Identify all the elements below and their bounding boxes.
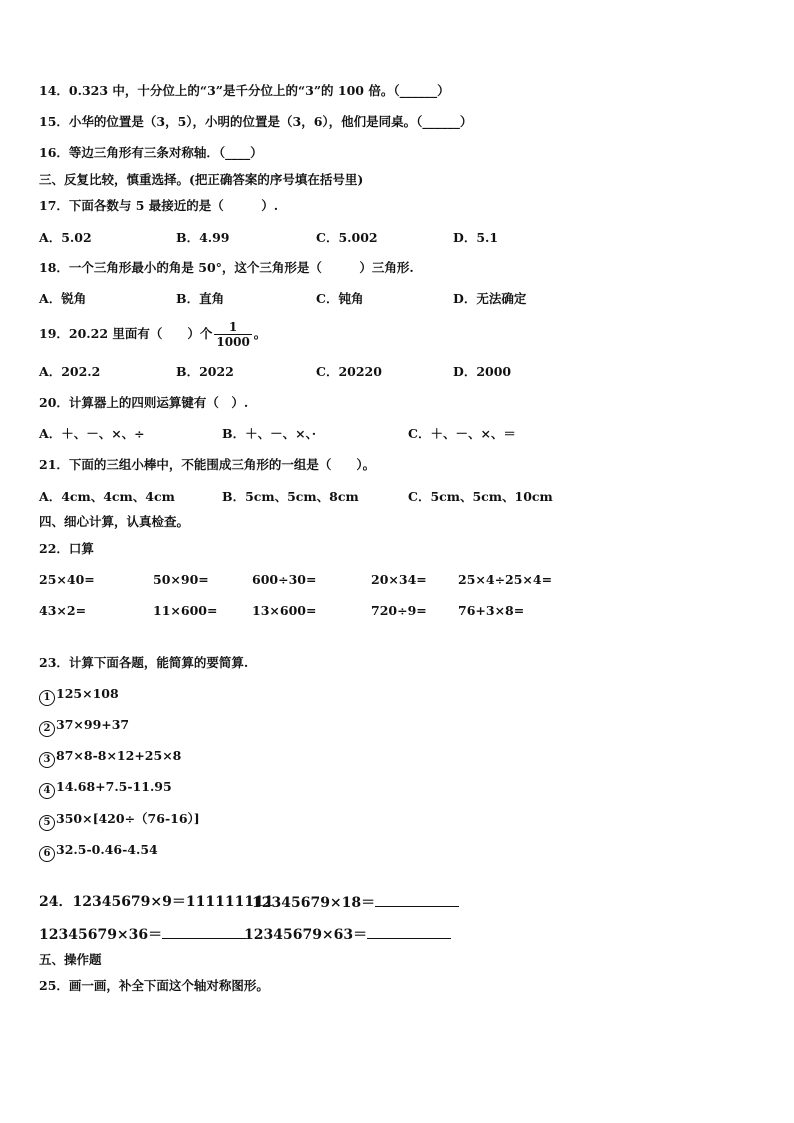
q22-row1-item4: 20×34= bbox=[371, 572, 427, 587]
q22-row2-item3: 13×600= bbox=[252, 603, 317, 618]
q18-option-d: D．无法确定 bbox=[453, 291, 527, 306]
q23-item-6 bbox=[39, 842, 158, 862]
q18-option-c: C．钝角 bbox=[316, 291, 364, 306]
q20-option-a: A．＋、－、×、÷ bbox=[39, 426, 145, 441]
q22-row1-item3: 600÷30= bbox=[252, 572, 317, 587]
q19-stem-before: 19．20.22 里面有（ ）个 bbox=[39, 326, 213, 341]
q17-option-a: A．5.02 bbox=[39, 230, 92, 245]
q20-option-b: B．＋、－、×、· bbox=[222, 426, 317, 441]
circled-number: 1 bbox=[39, 690, 55, 706]
q24-line2-right bbox=[244, 926, 451, 943]
question-21-stem: 21．下面的三组小棒中，不能围成三角形的一组是（ ）。 bbox=[39, 457, 376, 472]
question-22-title: 22．口算 bbox=[39, 541, 94, 556]
fraction-denominator: 1000 bbox=[216, 335, 250, 349]
answer-blank[interactable] bbox=[162, 926, 246, 939]
section-3-heading: 三、反复比较，慎重选择。(把正确答案的序号填在括号里) bbox=[39, 172, 364, 187]
q24-expression: 12345679×18＝ bbox=[252, 895, 376, 911]
q24-expression: 12345679×63＝ bbox=[244, 927, 368, 943]
circled-number: 6 bbox=[39, 846, 55, 862]
q22-row1-item2: 50×90= bbox=[153, 572, 209, 587]
q21-option-a: A．4cm、4cm、4cm bbox=[39, 489, 175, 504]
q23-expression: 32.5-0.46-4.54 bbox=[56, 842, 158, 857]
question-14: 14．0.323 中，十分位上的“3”是千分位上的“3”的 100 倍。（______） bbox=[39, 83, 450, 98]
q21-option-c: C．5cm、5cm、10cm bbox=[408, 489, 553, 504]
question-18-stem: 18．一个三角形最小的角是 50°，这个三角形是（ ）三角形. bbox=[39, 260, 414, 275]
q23-item-4 bbox=[39, 779, 172, 799]
q19-option-a: A．202.2 bbox=[39, 364, 101, 379]
q18-option-b: B．直角 bbox=[176, 291, 225, 306]
question-17-stem: 17．下面各数与 5 最接近的是（ ）. bbox=[39, 198, 279, 213]
circled-number: 2 bbox=[39, 721, 55, 737]
q19-stem-after: 。 bbox=[253, 326, 267, 341]
q18-option-a: A．锐角 bbox=[39, 291, 87, 306]
q24-line2-left bbox=[39, 926, 246, 943]
fraction-one-thousandth bbox=[214, 320, 251, 349]
q23-expression: 350×[420÷（76-16）] bbox=[56, 811, 200, 826]
q23-item-1 bbox=[39, 686, 119, 706]
q19-option-c: C．20220 bbox=[316, 364, 382, 379]
question-16: 16．等边三角形有三条对称轴．（____） bbox=[39, 145, 263, 160]
question-20-stem: 20．计算器上的四则运算键有（ ）. bbox=[39, 395, 249, 410]
q24-line1-left: 24．12345679×9＝111111111 bbox=[39, 894, 274, 910]
q19-option-d: D．2000 bbox=[453, 364, 512, 379]
q22-row2-item2: 11×600= bbox=[153, 603, 218, 618]
q24-line1-right bbox=[252, 894, 459, 911]
question-15: 15．小华的位置是（3，5），小明的位置是（3，6），他们是同桌。（______） bbox=[39, 114, 473, 129]
q17-option-d: D．5.1 bbox=[453, 230, 499, 245]
q22-row1-item5: 25×4÷25×4= bbox=[458, 572, 553, 587]
q20-option-c: C．＋、－、×、＝ bbox=[408, 426, 516, 441]
q22-row2-item5: 76+3×8= bbox=[458, 603, 525, 618]
circled-number: 5 bbox=[39, 815, 55, 831]
q22-row2-item4: 720÷9= bbox=[371, 603, 427, 618]
q21-option-b: B．5cm、5cm、8cm bbox=[222, 489, 359, 504]
q19-option-b: B．2022 bbox=[176, 364, 234, 379]
q22-row2-item1: 43×2= bbox=[39, 603, 87, 618]
q23-expression: 125×108 bbox=[56, 686, 119, 701]
question-25: 25．画一画，补全下面这个轴对称图形。 bbox=[39, 978, 269, 993]
q22-row1-item1: 25×40= bbox=[39, 572, 95, 587]
question-19-stem bbox=[39, 318, 266, 350]
fraction-numerator: 1 bbox=[214, 320, 251, 335]
q23-expression: 87×8-8×12+25×8 bbox=[56, 748, 182, 763]
q23-expression: 14.68+7.5-11.95 bbox=[56, 779, 172, 794]
q23-item-3 bbox=[39, 748, 181, 768]
q17-option-b: B．4.99 bbox=[176, 230, 230, 245]
answer-blank[interactable] bbox=[375, 894, 459, 907]
question-23-title: 23．计算下面各题，能简算的要简算. bbox=[39, 655, 249, 670]
q23-expression: 37×99+37 bbox=[56, 717, 130, 732]
q23-item-5 bbox=[39, 811, 200, 831]
q17-option-c: C．5.002 bbox=[316, 230, 378, 245]
circled-number: 3 bbox=[39, 752, 55, 768]
section-5-heading: 五、操作题 bbox=[39, 952, 102, 967]
circled-number: 4 bbox=[39, 783, 55, 799]
answer-blank[interactable] bbox=[367, 926, 451, 939]
q23-item-2 bbox=[39, 717, 129, 737]
q24-expression: 12345679×36＝ bbox=[39, 927, 163, 943]
section-4-heading: 四、细心计算，认真检查。 bbox=[39, 514, 190, 529]
